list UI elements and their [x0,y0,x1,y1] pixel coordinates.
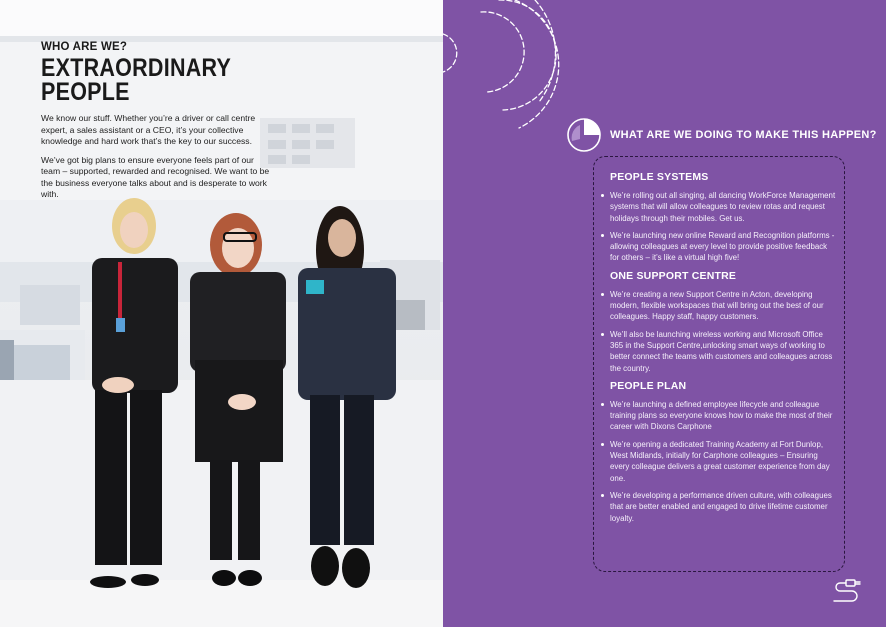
bullet-item: We’re developing a performance driven culture, with colleagues that are better enabled and engaged to drive lifetime customer loyalty. [610,490,836,524]
section-title: WHAT ARE WE DOING TO MAKE THIS HAPPEN? [610,129,877,141]
pie-chart-icon [566,117,602,153]
section-heading: PEOPLE PLAN [610,379,687,392]
bullet-list [610,289,836,374]
intro-paragraph-1: We know our stuff. Whether you’re a driver or call centre expert, a sales assistant or a CEO, it’s your collective knowledge and hard work that’s the key to our success. [41,113,256,146]
section-people-plan [610,380,836,524]
section-heading: ONE SUPPORT CENTRE [610,269,737,282]
eyebrow: WHO ARE WE? [41,41,128,53]
section-heading: PEOPLE SYSTEMS [610,171,709,183]
bullet-item: We’ll also be launching wireless working and Microsoft Office 365 in the Support Centre,unlocking smart ways of working to better connect the teams with customers and colleagues across the country. [610,329,836,374]
section-one-support-centre [610,270,836,374]
wifi-arcs-decoration [443,0,583,140]
headline-line-2: PEOPLE [41,78,130,106]
intro-paragraph-2: We’ve got big plans to ensure everyone feels part of our team – supported, rewarded and recognised. We want to be the business everyone talks about and is desperate to work with. [41,154,270,199]
bullet-list [610,399,836,524]
section-people-systems [610,171,836,264]
headline-line-1: EXTRAORDINARY [41,54,232,82]
headline [41,56,273,104]
bullet-item: We’re launching new online Reward and Recognition platforms - allowing colleagues at every level to provide positive feedback for others – it’s like a virtual high five! [610,230,835,263]
bullet-item: We’re opening a dedicated Training Academy at Fort Dunlop, West Midlands, initially for Carphone colleagues – Ensuring every colleague delivers a great customer experience from day one. [610,439,836,484]
right-page [443,0,886,627]
bullet-item: We’re creating a new Support Centre in Acton, developing modern, flexible workspaces that will bring out the best of our colleagues. Happy staff, happy customers. [610,289,836,323]
bullet-item: We’re launching a defined employee lifecycle and colleague training plans so everyone knows how to make the most of their career with Dixons Carphone [610,399,836,433]
content-column [610,171,836,530]
left-text-block [41,41,271,201]
bullet-item: We’re rolling out all singing, all dancing WorkForce Management systems that will allow colleagues to review rotas and request holidays through their mobiles. Get us. [610,191,836,223]
bullet-list [610,190,836,264]
usb-plug-icon [832,579,862,605]
